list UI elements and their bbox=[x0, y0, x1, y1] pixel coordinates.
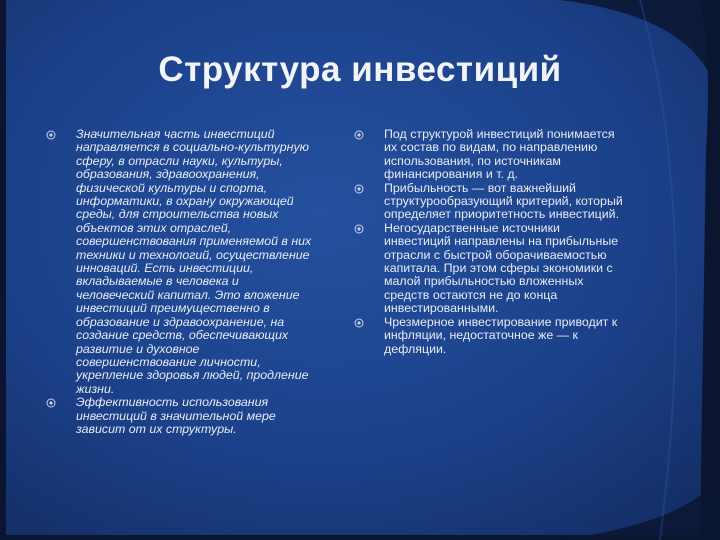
right-bullet-text: Чрезмерное инвестирование приводит к инфляции, недостаточное же — к дефляции. bbox=[384, 314, 618, 356]
slide-title: Структура инвестиций bbox=[158, 50, 562, 89]
right-bullet-item bbox=[352, 316, 627, 356]
circled-dot-icon bbox=[44, 396, 58, 410]
circled-dot-icon bbox=[44, 128, 58, 142]
left-bullet-text: Значительная часть инвестиций направляется в социально-культурную сферу, в отрасли науки, культуры, образования, здравоохранения, физической культуры и спорта, информатики, в охрану окружающей среды, для строительства новых объектов этих отраслей, совершенствования применяемой в них техники и технологий, осуществление инноваций. Есть инвестиции, вкладываемые в человека и человеческий капитал. Это вложение инвестиций преимущественно в образование и здравоохранение, на создание средств, обеспечивающих развитие и духовное совершенствование личности, укрепление здоровья людей, продление жизни. bbox=[76, 127, 312, 396]
circled-dot-icon bbox=[352, 316, 366, 330]
circled-dot-icon bbox=[352, 222, 366, 236]
left-bullet-text: Эффективность использования инвестиций в значительной мере зависит от их структуры. bbox=[76, 395, 276, 436]
right-bullet-text: Прибыльность — вот важнейший структурообразующий критерий, который определяет приоритетность инвестиций. bbox=[384, 180, 623, 222]
right-column bbox=[352, 128, 627, 356]
left-bullet-item bbox=[44, 128, 316, 396]
circled-dot-icon bbox=[352, 128, 366, 142]
right-bullet-text: Негосударственные источники инвестиций направлены на прибыльные отрасли с быстрой оборачиваемостью капитала. При этом сферы экономики с малой прибыльностью вложенных средств остаются не до конца инвестированными. bbox=[384, 220, 619, 316]
right-bullet-item bbox=[352, 222, 627, 316]
right-bullet-text: Под структурой инвестиций понимается их состав по видам, по направлению использования, по источникам финансирования и т. д. bbox=[384, 127, 615, 182]
left-column bbox=[44, 128, 316, 436]
right-bullet-item bbox=[352, 128, 627, 182]
right-bullet-item bbox=[352, 182, 627, 222]
left-bullet-item bbox=[44, 396, 316, 436]
circled-dot-icon bbox=[352, 182, 366, 196]
